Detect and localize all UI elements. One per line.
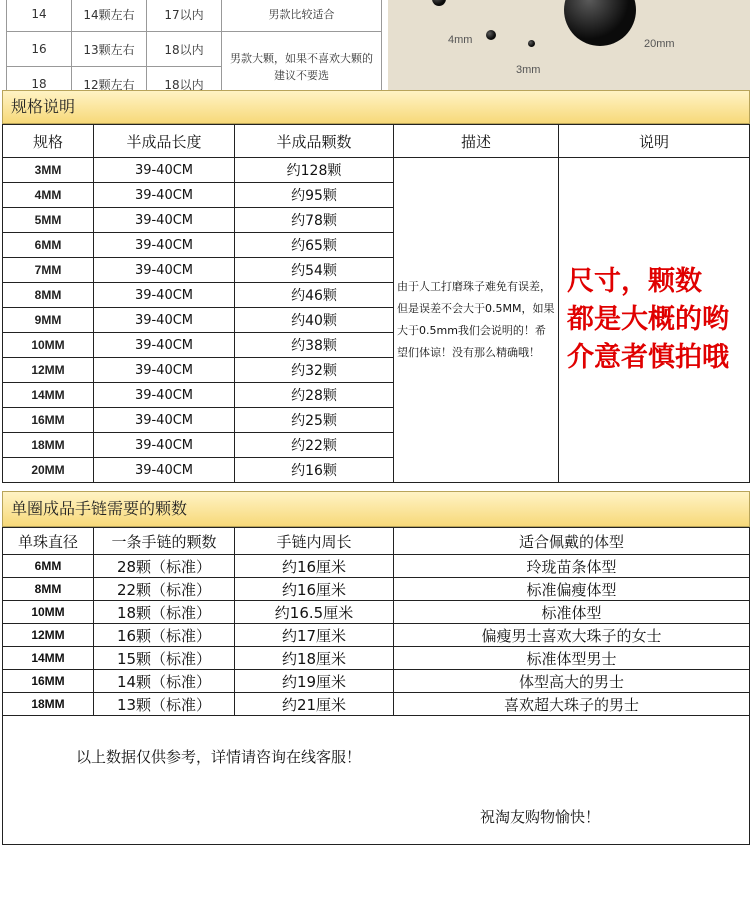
spec-size-cell: 3MM [3, 158, 94, 183]
bracelet-size-cell: 14MM [3, 647, 94, 670]
bracelet-section-title [2, 491, 750, 527]
spec-count-cell: 约65颗 [235, 233, 394, 258]
table-row [7, 32, 382, 67]
spec-size-cell: 8MM [3, 283, 94, 308]
bracelet-circumference-cell: 约21厘米 [235, 693, 394, 716]
bracelet-count-cell: 18颗（标准） [94, 601, 235, 624]
bracelet-table [2, 527, 750, 716]
spec-count-cell: 约128颗 [235, 158, 394, 183]
table-header-row [3, 125, 750, 158]
spec-length-cell: 39-40CM [94, 208, 235, 233]
bracelet-size-cell: 8MM [3, 578, 94, 601]
bracelet-circumference-cell: 约17厘米 [235, 624, 394, 647]
table-row [3, 601, 750, 624]
top-desc-cell: 男款大颗，如果不喜欢大颗的建议不要选 [222, 32, 382, 91]
bracelet-count-cell: 28颗（标准） [94, 555, 235, 578]
spec-header-length: 半成品长度 [94, 125, 235, 158]
bracelet-circumference-cell: 约16厘米 [235, 555, 394, 578]
spec-count-cell: 约38颗 [235, 333, 394, 358]
spec-table [2, 124, 750, 483]
spec-length-cell: 39-40CM [94, 183, 235, 208]
spec-length-cell: 39-40CM [94, 158, 235, 183]
spec-count-cell: 约78颗 [235, 208, 394, 233]
bracelet-size-cell: 12MM [3, 624, 94, 647]
bracelet-size-cell: 10MM [3, 601, 94, 624]
bracelet-body-cell: 标准体型 [394, 601, 750, 624]
spec-count-cell: 约54颗 [235, 258, 394, 283]
spec-size-cell: 6MM [3, 233, 94, 258]
bead-photo-item [432, 0, 446, 6]
table-row [7, 0, 382, 32]
spec-size-cell: 18MM [3, 433, 94, 458]
bracelet-header-diameter: 单珠直径 [3, 528, 94, 555]
spec-size-cell: 10MM [3, 333, 94, 358]
top-count-cell: 12颗左右 [72, 67, 147, 91]
spec-size-cell: 9MM [3, 308, 94, 333]
spec-count-cell: 约16颗 [235, 458, 394, 483]
spec-count-cell: 约28颗 [235, 383, 394, 408]
spec-size-cell: 16MM [3, 408, 94, 433]
bead-size-photo [388, 0, 750, 90]
spec-count-cell: 约32颗 [235, 358, 394, 383]
bead-label-3mm: 3mm [516, 64, 541, 76]
table-row [3, 647, 750, 670]
footer-reference-text: 以上数据仅供参考，详情请咨询在线客服！ [76, 748, 362, 766]
bracelet-header-circumference: 手链内周长 [235, 528, 394, 555]
spec-length-cell: 39-40CM [94, 333, 235, 358]
spec-size-cell: 20MM [3, 458, 94, 483]
top-count-cell: 13颗左右 [72, 32, 147, 67]
top-length-cell: 17以内 [147, 0, 222, 32]
bracelet-body-cell: 喜欢超大珠子的男士 [394, 693, 750, 716]
bracelet-section-title-text: 单圈成品手链需要的颗数 [11, 499, 188, 518]
spec-section-title [2, 90, 750, 124]
bracelet-size-cell: 6MM [3, 555, 94, 578]
spec-length-cell: 39-40CM [94, 233, 235, 258]
spec-count-cell: 约40颗 [235, 308, 394, 333]
top-size-cell: 18 [7, 67, 72, 91]
spec-count-cell: 约95颗 [235, 183, 394, 208]
bracelet-body-cell: 标准偏瘦体型 [394, 578, 750, 601]
top-size-table [6, 0, 382, 90]
top-desc-cell: 男款比较适合 [222, 0, 382, 32]
spec-length-cell: 39-40CM [94, 433, 235, 458]
footer-box [2, 711, 750, 845]
spec-note-line: 尺寸，颗数 [567, 266, 702, 297]
bracelet-count-cell: 13颗（标准） [94, 693, 235, 716]
bracelet-size-cell: 16MM [3, 670, 94, 693]
bead-photo-item [528, 40, 535, 47]
spec-description-text: 由于人工打磨珠子难免有误差，但是误差不会大于0.5MM，如果大于0.5mm我们会说明的！希望们体谅！没有那么精确哦！ [397, 280, 555, 359]
spec-header-size: 规格 [3, 125, 94, 158]
spec-length-cell: 39-40CM [94, 383, 235, 408]
spec-length-cell: 39-40CM [94, 358, 235, 383]
spec-size-cell: 5MM [3, 208, 94, 233]
bead-label-4mm: 4mm [448, 34, 473, 46]
table-row [3, 555, 750, 578]
bracelet-header-count: 一条手链的颗数 [94, 528, 235, 555]
bead-photo-item [486, 30, 496, 40]
table-row [3, 624, 750, 647]
top-length-cell: 18以内 [147, 32, 222, 67]
bracelet-count-cell: 16颗（标准） [94, 624, 235, 647]
spec-header-description: 描述 [394, 125, 559, 158]
bracelet-count-cell: 22颗（标准） [94, 578, 235, 601]
top-size-cell: 14 [7, 0, 72, 32]
spec-note-line: 都是大概的哟 [567, 304, 729, 335]
top-cropped-strip [0, 0, 750, 90]
bracelet-count-cell: 15颗（标准） [94, 647, 235, 670]
bracelet-body-cell: 偏瘦男士喜欢大珠子的女士 [394, 624, 750, 647]
bracelet-circumference-cell: 约16厘米 [235, 578, 394, 601]
bracelet-header-body-type: 适合佩戴的体型 [394, 528, 750, 555]
bracelet-size-cell: 18MM [3, 693, 94, 716]
table-row [3, 158, 750, 183]
bead-label-20mm: 20mm [644, 38, 675, 50]
spec-description-cell [394, 158, 559, 483]
spec-length-cell: 39-40CM [94, 408, 235, 433]
spec-header-count: 半成品颗数 [235, 125, 394, 158]
bracelet-circumference-cell: 约16.5厘米 [235, 601, 394, 624]
bead-photo-item [564, 0, 636, 46]
bracelet-count-cell: 14颗（标准） [94, 670, 235, 693]
spec-size-cell: 12MM [3, 358, 94, 383]
spec-size-cell: 7MM [3, 258, 94, 283]
spec-length-cell: 39-40CM [94, 258, 235, 283]
spec-section-title-text: 规格说明 [11, 97, 76, 116]
spec-count-cell: 约25颗 [235, 408, 394, 433]
bracelet-circumference-cell: 约18厘米 [235, 647, 394, 670]
top-count-cell: 14颗左右 [72, 0, 147, 32]
spec-header-note: 说明 [559, 125, 750, 158]
spec-length-cell: 39-40CM [94, 283, 235, 308]
spec-size-cell: 4MM [3, 183, 94, 208]
table-row [3, 578, 750, 601]
spec-count-cell: 约46颗 [235, 283, 394, 308]
table-row [3, 670, 750, 693]
top-length-cell: 18以内 [147, 67, 222, 91]
bracelet-body-cell: 体型高大的男士 [394, 670, 750, 693]
spec-length-cell: 39-40CM [94, 458, 235, 483]
bracelet-body-cell: 标准体型男士 [394, 647, 750, 670]
spec-note-cell [559, 158, 750, 483]
top-size-cell: 16 [7, 32, 72, 67]
spec-size-cell: 14MM [3, 383, 94, 408]
table-header-row [3, 528, 750, 555]
spec-note-line: 介意者慎拍哦 [567, 342, 729, 373]
bracelet-circumference-cell: 约19厘米 [235, 670, 394, 693]
footer-wish-text: 祝淘友购物愉快！ [480, 808, 601, 826]
spec-length-cell: 39-40CM [94, 308, 235, 333]
bracelet-body-cell: 玲珑苗条体型 [394, 555, 750, 578]
spec-count-cell: 约22颗 [235, 433, 394, 458]
